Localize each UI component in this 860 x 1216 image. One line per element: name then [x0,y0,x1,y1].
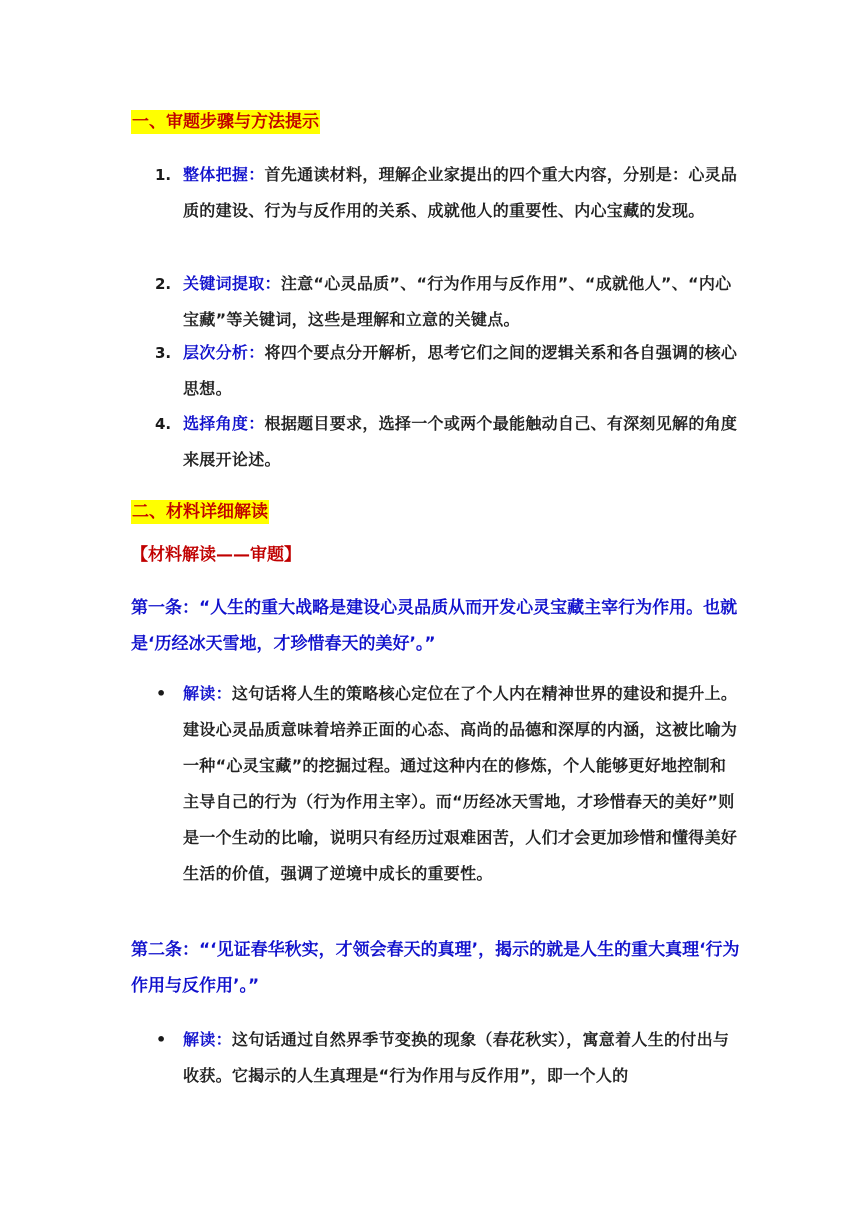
list-item [155,406,739,478]
item-text: 根据题目要求，选择一个或两个最能触动自己、有深刻见解的角度来展开论述。 [183,414,738,469]
interpretation-text: 这句话将人生的策略核心定位在了个人内在精神世界的建设和提升上。建设心灵品质意味着培养正面的心态、高尚的品德和深厚的内涵，这被比喻为一种“心灵宝藏”的挖掘过程。通过这种内在的修炼，个人能够更好地控制和主导自己的行为（行为作用主宰）。而“历经冰天雪地，才珍惜春天的美好”则是一个生动的比喻，说明只有经历过艰难困苦，人们才会更加珍惜和懂得美好生活的价值，强调了逆境中成长的重要性。 [183,684,738,883]
item-text: 首先通读材料，理解企业家提出的四个重大内容，分别是：心灵品质的建设、行为与反作用的关系、成就他人的重要性、内心宝藏的发现。 [183,165,738,220]
item-text: 将四个要点分开解析，思考它们之间的逻辑关系和各自强调的核心思想。 [183,343,738,398]
list-item [155,157,739,229]
interpretation-label: 解读： [183,684,232,703]
interpretation-label: 解读： [183,1030,232,1049]
clause-one-title: 第一条：“人生的重大战略是建设心灵品质从而开发心灵宝藏主宰行为作用。也就是‘历经冰天雪地，才珍惜春天的美好’。” [131,598,738,654]
item-label: 层次分析： [183,343,265,362]
material-subheading: 【材料解读——审题】 [131,545,301,565]
list-number: 3. [155,344,172,362]
list-number: 1. [155,166,172,184]
item-text: 注意“心灵品质”、“行为作用与反作用”、“成就他人”、“内心宝藏”等关键词，这些是理解和立意的关键点。 [183,274,732,329]
bullet-icon: • [156,684,167,703]
section-heading-review-steps: 一、审题步骤与方法提示 [132,112,319,132]
item-label: 关键词提取： [183,274,281,293]
interpretation-text: 这句话通过自然界季节变换的现象（春花秋实），寓意着人生的付出与收获。它揭示的人生真理是“行为作用与反作用”，即一个人的 [183,1030,730,1085]
list-item [155,266,739,338]
clause-one-interpretation [156,676,739,892]
section-heading-material-reading: 二、材料详细解读 [132,502,268,522]
list-number: 4. [155,415,172,433]
bullet-icon: • [156,1030,167,1049]
clause-two-interpretation [156,1022,739,1094]
item-label: 选择角度： [183,414,265,433]
list-item [155,335,739,407]
item-label: 整体把握： [183,165,265,184]
list-number: 2. [155,275,172,293]
clause-two-title: 第二条：“‘见证春华秋实，才领会春天的真理’，揭示的就是人生的重大真理‘行为作用与反作用’。” [131,940,740,996]
